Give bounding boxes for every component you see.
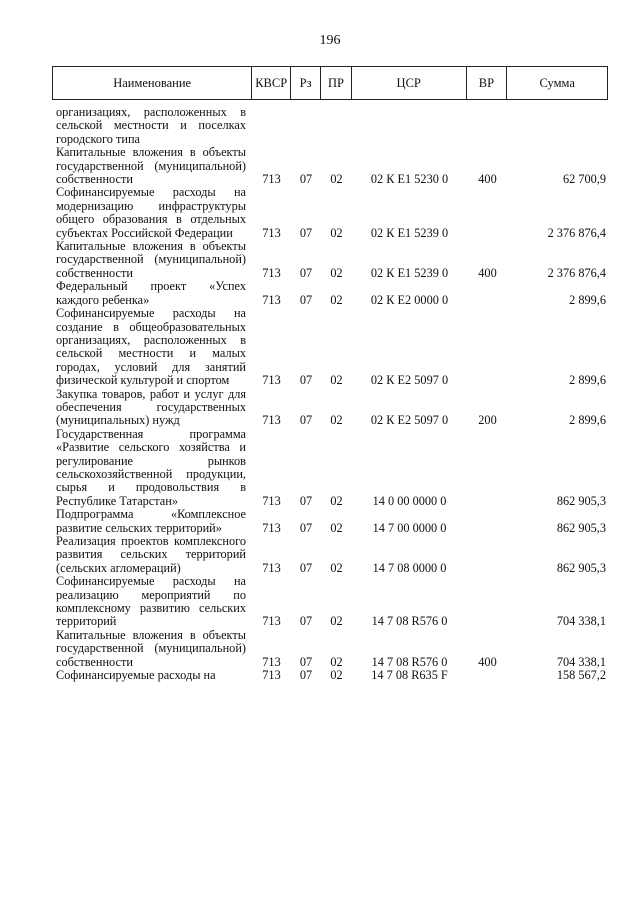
table-row [52, 240, 608, 280]
row-kvsr: 713 [262, 668, 281, 683]
table-row [52, 575, 608, 629]
row-csr: 02 К Е2 0000 0 [370, 292, 449, 307]
row-kvsr: 713 [262, 373, 281, 388]
row-csr: 14 7 08 R576 0 [371, 614, 448, 629]
row-name: Капитальные вложения в объекты государственной (муниципальной) собственности [56, 239, 246, 280]
row-kvsr: 713 [262, 225, 281, 240]
row-csr: 02 К Е1 5239 0 [370, 265, 449, 280]
row-pr: 02 [330, 560, 343, 575]
row-rz: 07 [299, 668, 313, 683]
row-vr: 200 [478, 413, 497, 428]
row-name: Капитальные вложения в объекты государственной (муниципальной) собственности [56, 145, 246, 187]
row-csr: 02 К Е2 5097 0 [370, 373, 449, 388]
row-sum: 62 700,9 [562, 172, 606, 187]
row-sum: 2 899,6 [569, 373, 606, 388]
table-row [52, 307, 608, 387]
row-rz: 07 [299, 614, 313, 629]
row-sum: 862 905,3 [556, 560, 606, 575]
row-name: Софинансируемые расходы на создание в общеобразовательных организациях, расположенных в сельской местности и малых городах, условий для занятий физической культурой и спортом [56, 306, 246, 388]
row-name: Закупка товаров, работ и услуг для обеспечения государственных (муниципальных) нужд [56, 386, 246, 428]
row-name: Реализация проектов комплексного развития сельских территорий (сельских агломераций) [56, 534, 246, 575]
row-vr [467, 428, 508, 508]
row-rz: 07 [299, 560, 313, 575]
table-row [52, 535, 608, 575]
row-sum: 2 899,6 [569, 292, 606, 307]
row-sum: 704 338,1 [556, 654, 606, 669]
row-pr: 02 [330, 413, 343, 428]
row-sum [508, 106, 608, 146]
row-vr [467, 575, 508, 629]
table-row [52, 146, 608, 186]
table-body [52, 106, 608, 682]
row-name: Федеральный проект «Успех каждого ребенка» [56, 279, 246, 307]
row-name: Софинансируемые расходы на модернизацию инфраструктуры общего образования в отдельных субъектах Российской Федерации [56, 185, 246, 240]
table-row [52, 186, 608, 240]
table-header [52, 66, 608, 100]
row-vr [467, 280, 508, 307]
page-number: 196 [319, 33, 341, 48]
row-kvsr: 713 [262, 520, 281, 535]
row-kvsr: 713 [262, 292, 281, 307]
row-rz: 07 [299, 225, 313, 240]
row-vr [467, 106, 508, 146]
row-pr: 02 [330, 292, 343, 307]
row-kvsr: 713 [262, 493, 281, 508]
row-name: Подпрограмма «Комплексное развитие сельских территорий» [56, 507, 246, 535]
row-csr: 14 7 08 R635 F [371, 668, 448, 683]
row-kvsr: 713 [262, 614, 281, 629]
row-pr [321, 106, 352, 146]
row-sum: 2 376 876,4 [547, 225, 606, 240]
row-csr: 02 К Е1 5239 0 [370, 225, 449, 240]
row-kvsr: 713 [262, 265, 281, 280]
header-sum: Сумма [539, 75, 575, 90]
header-csr: ЦСР [352, 67, 467, 99]
row-name: Софинансируемые расходы на [56, 668, 216, 683]
header-pr: ПР [321, 67, 352, 99]
row-name: Государственная программа «Развитие сельского хозяйства и регулирование рынков сельскохозяйственной продукции, сырья и продовольствия в Республике Татарстан» [56, 426, 246, 508]
row-sum: 2 899,6 [569, 413, 606, 428]
row-pr: 02 [330, 614, 343, 629]
row-rz: 07 [299, 520, 313, 535]
table-row [52, 280, 608, 307]
row-pr: 02 [330, 668, 343, 683]
row-csr: 02 К Е1 5230 0 [370, 172, 449, 187]
row-pr: 02 [330, 172, 343, 187]
row-rz: 07 [299, 172, 313, 187]
row-vr [467, 307, 508, 387]
row-vr: 400 [478, 265, 497, 280]
row-kvsr: 713 [262, 172, 281, 187]
row-vr: 400 [478, 654, 497, 669]
table-row [52, 508, 608, 535]
row-sum: 2 376 876,4 [547, 265, 606, 280]
row-name: Капитальные вложения в объекты государственной (муниципальной) собственности [56, 627, 246, 669]
header-vr: ВР [467, 67, 508, 99]
row-sum: 704 338,1 [556, 614, 606, 629]
header-rz: Рз [291, 67, 321, 99]
row-kvsr: 713 [262, 654, 281, 669]
row-csr: 14 7 08 0000 0 [372, 560, 447, 575]
row-rz: 07 [299, 292, 313, 307]
row-sum: 862 905,3 [556, 520, 606, 535]
row-name: организациях, расположенных в сельской местности и поселках городского типа [56, 105, 246, 146]
row-rz: 07 [299, 413, 313, 428]
row-vr [467, 186, 508, 240]
row-sum: 158 567,2 [556, 668, 606, 683]
row-vr [467, 535, 508, 575]
table-row [52, 629, 608, 669]
row-rz: 07 [299, 373, 313, 388]
row-csr: 14 0 00 0000 0 [372, 493, 447, 508]
row-rz: 07 [299, 654, 313, 669]
header-kvsr: КВСР [252, 67, 291, 99]
row-csr: 02 К Е2 5097 0 [370, 413, 449, 428]
row-rz: 07 [299, 265, 313, 280]
row-kvsr [252, 106, 291, 146]
header-name: Наименование [53, 67, 252, 99]
table-row [52, 669, 608, 682]
row-pr: 02 [330, 493, 343, 508]
row-rz: 07 [299, 493, 313, 508]
row-sum: 862 905,3 [556, 493, 606, 508]
row-vr [467, 669, 508, 682]
row-vr [467, 508, 508, 535]
row-csr: 14 7 08 R576 0 [371, 654, 448, 669]
row-pr: 02 [330, 265, 343, 280]
row-kvsr: 713 [262, 413, 281, 428]
row-vr: 400 [478, 172, 497, 187]
table-row [52, 106, 608, 146]
row-csr [352, 106, 467, 146]
row-name: Софинансируемые расходы на реализацию мероприятий по комплексному развитию сельских территорий [56, 574, 246, 629]
row-kvsr: 713 [262, 560, 281, 575]
row-pr: 02 [330, 520, 343, 535]
row-pr: 02 [330, 225, 343, 240]
table-row [52, 428, 608, 508]
row-csr: 14 7 00 0000 0 [372, 520, 447, 535]
row-rz [291, 106, 321, 146]
table-row [52, 388, 608, 428]
row-pr: 02 [330, 654, 343, 669]
row-pr: 02 [330, 373, 343, 388]
